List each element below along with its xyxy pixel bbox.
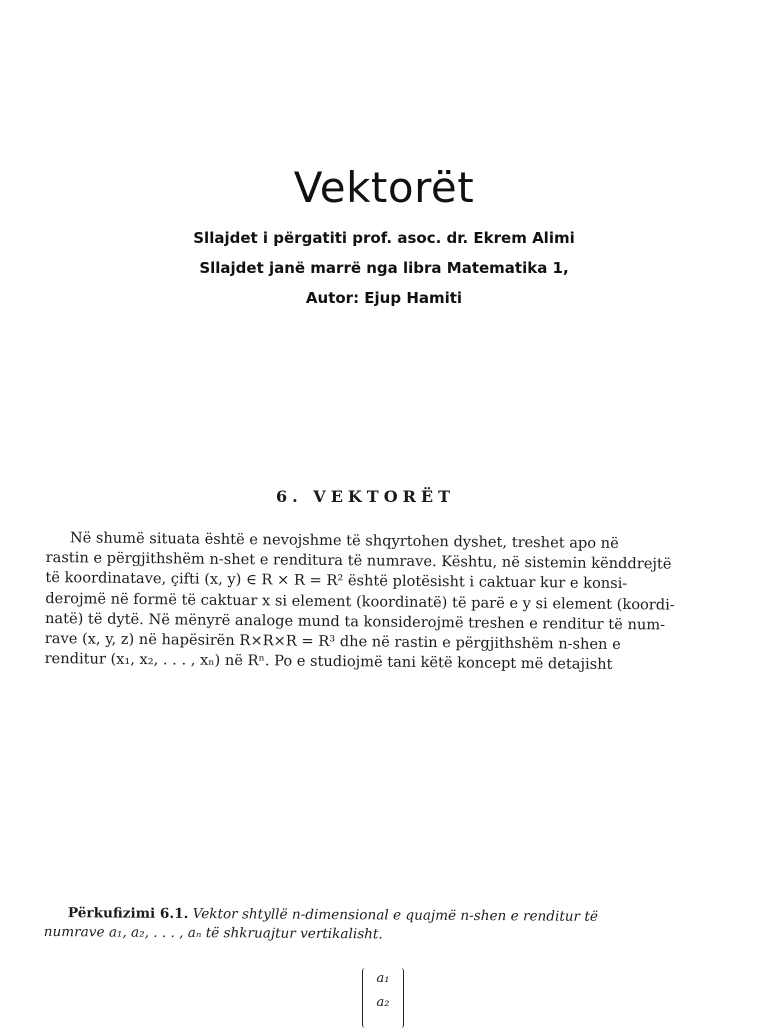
column-vector xyxy=(362,968,404,1028)
subtitle-line-3: Autor: Ejup Hamiti xyxy=(305,289,463,307)
definition-block xyxy=(44,904,734,947)
definition-text: Vektor shtyllë n-dimensional e quajmë n-shen e renditur të xyxy=(192,906,598,925)
paragraph-line: natë) të dytë. Në mënyrë analoge mund ta konsiderojmë treshen e renditur të num- xyxy=(44,609,666,634)
chapter-heading: 6. VEKTORËT xyxy=(276,487,456,506)
intro-paragraph xyxy=(45,528,728,676)
paragraph-line: renditur (x₁, x₂, . . . , xₙ) në Rⁿ. Po e studiojmë tani këtë koncept më detajisht xyxy=(44,650,613,674)
vector-entry: a₂ xyxy=(376,995,390,1010)
definition-text-continued: numrave a₁, a₂, . . . , aₙ të shkruajtur vertikalisht. xyxy=(43,923,383,943)
definition-line-2 xyxy=(44,923,734,947)
paragraph-line: të koordinatave, çifti (x, y) ∈ R × R = R² është plotësisht i caktuar kur e konsi- xyxy=(45,569,628,593)
paragraph-line: Në shumë situata është e nevojshme të shqyrtohen dyshet, treshet apo në xyxy=(69,529,619,552)
slide-title: Vektorët xyxy=(293,163,475,212)
definition-label: Përkufizimi 6.1. xyxy=(67,905,189,923)
vector-entry: a₁ xyxy=(376,971,390,986)
paragraph-line: rave (x, y, z) në hapësirën R×R×R = R³ dhe në rastin e përgjithshëm n-shen e xyxy=(44,629,621,653)
subtitle-line-1: Sllajdet i përgatiti prof. asoc. dr. Ekrem Alimi xyxy=(193,229,575,247)
paragraph-line: derojmë në formë të caktuar x si element (koordinatë) të parë e y si element (koordi- xyxy=(45,589,675,614)
paragraph-line: rastin e përgjithshëm n-shet e renditura të numrave. Kështu, në sistemin kënddrejtë xyxy=(45,549,672,573)
subtitle-line-2: Sllajdet janë marrë nga libra Matematika 1, xyxy=(199,259,569,277)
scanned-page xyxy=(0,470,768,1024)
